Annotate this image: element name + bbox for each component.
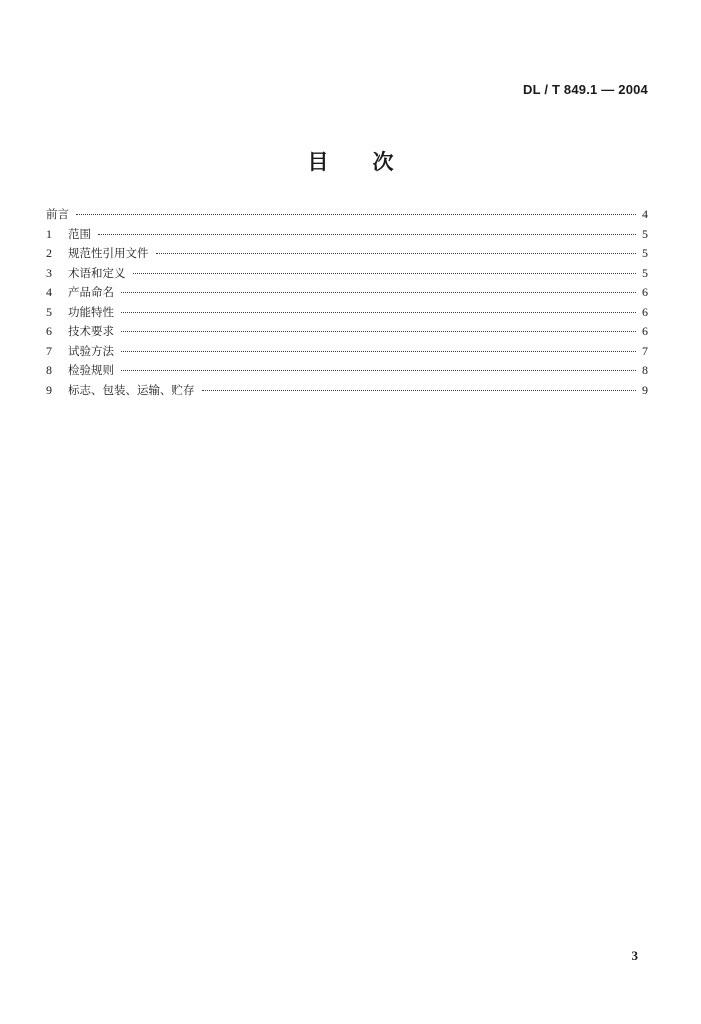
toc-entry-page: 5 [642,246,648,260]
toc-entry-title: 技术要求 [68,324,114,338]
toc-entry-number: 3 [46,265,52,280]
toc-leader-dots [121,330,636,332]
page-title-part1: 目 [307,150,329,174]
toc-entry-foreword[interactable] [46,205,648,225]
toc-leader-dots [121,369,636,371]
page-title [0,146,701,176]
toc-entry-title: 术语和定义 [68,265,126,280]
standard-code: DL / T 849.1 — 2004 [523,82,648,97]
page-title-part2: 次 [372,150,394,174]
toc-leader-dots [121,311,636,313]
toc-leader-dots [121,350,636,352]
toc-leader-dots [76,213,636,215]
toc-entry-number: 7 [46,343,52,358]
toc-entry-page: 4 [642,207,648,221]
toc-entry-title: 检验规则 [68,363,114,377]
toc-entry-title: 试验方法 [68,343,114,358]
toc-entry-title: 规范性引用文件 [68,246,149,260]
toc-leader-dots [133,272,637,274]
toc-entry-technical-requirements[interactable] [46,322,648,342]
table-of-contents [46,205,648,400]
toc-leader-dots [98,233,636,235]
toc-entry-number: 9 [46,382,52,397]
toc-entry-product-naming[interactable] [46,283,648,303]
toc-entry-page: 6 [642,324,648,338]
toc-entry-page: 5 [642,265,648,280]
toc-entry-title: 产品命名 [68,285,114,299]
toc-entry-normative-references[interactable] [46,244,648,264]
toc-entry-page: 6 [642,285,648,299]
toc-entry-number: 6 [46,324,52,338]
toc-entry-number: 2 [46,246,52,260]
toc-entry-title: 标志、包装、运输、贮存 [68,382,195,397]
toc-entry-page: 6 [642,304,648,319]
toc-leader-dots [156,252,637,254]
toc-entry-page: 5 [642,226,648,241]
toc-entry-title: 前言 [46,207,69,221]
toc-leader-dots [121,291,636,293]
toc-entry-number: 4 [46,285,52,299]
toc-entry-inspection-rules[interactable] [46,361,648,381]
toc-entry-title: 范围 [68,226,91,241]
page-number: 3 [631,948,638,963]
toc-entry-page: 8 [642,363,648,377]
toc-entry-number: 5 [46,304,52,319]
toc-entry-marking-packaging[interactable] [46,381,648,401]
toc-entry-features[interactable] [46,303,648,323]
toc-entry-number: 1 [46,226,52,241]
toc-entry-title: 功能特性 [68,304,114,319]
toc-entry-terms-definitions[interactable] [46,264,648,284]
toc-entry-page: 7 [642,343,648,358]
toc-leader-dots [202,389,637,391]
toc-entry-page: 9 [642,382,648,397]
toc-entry-scope[interactable] [46,225,648,245]
toc-entry-test-methods[interactable] [46,342,648,362]
toc-entry-number: 8 [46,363,52,377]
